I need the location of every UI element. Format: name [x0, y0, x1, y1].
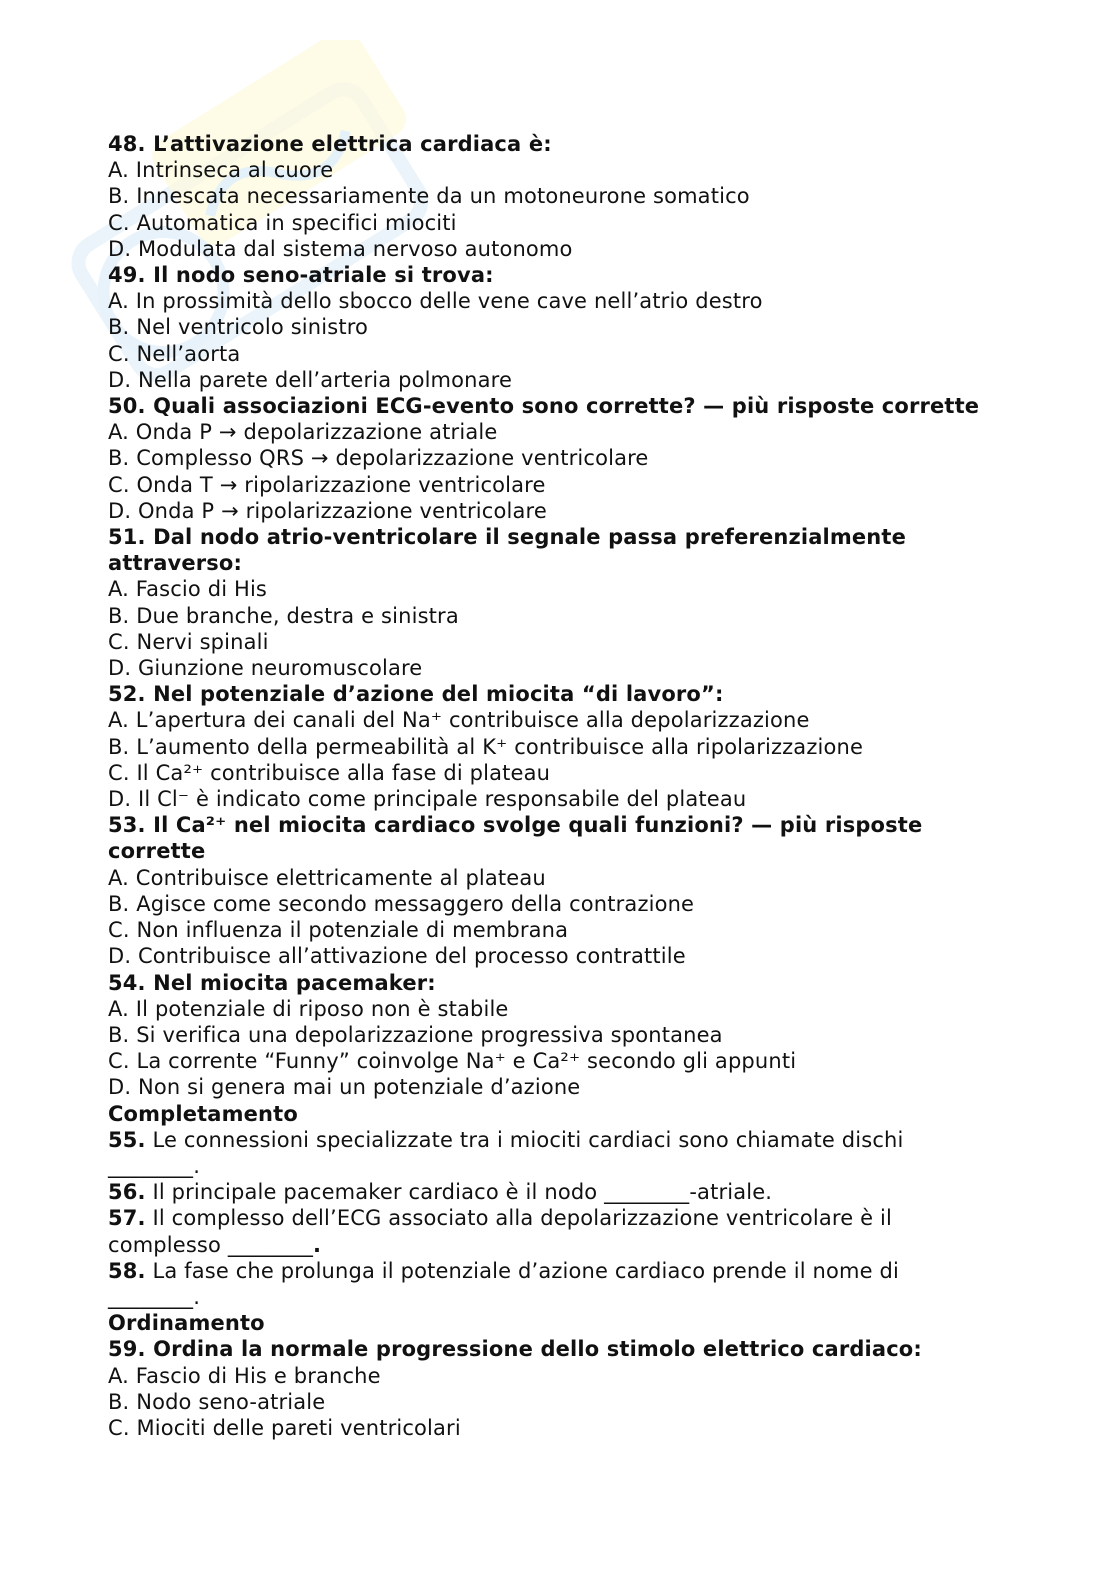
question-number: 50. [108, 394, 146, 419]
item-number: 55. [108, 1127, 146, 1152]
answer-option: B. Complesso QRS → depolarizzazione ventricolare [108, 446, 649, 471]
fill-in-item-58 [108, 1258, 988, 1310]
fill-blank[interactable]: ________ [108, 1284, 194, 1309]
answer-option: D. Onda P → ripolarizzazione ventricolare [108, 498, 547, 523]
question-number: 48. [108, 132, 146, 156]
answer-option: D. Non si genera mai un potenziale d’azione [108, 1075, 581, 1100]
answer-option: A. L’apertura dei canali del Na⁺ contribuisce alla depolarizzazione [108, 708, 810, 733]
answer-option: B. Innescata necessariamente da un motoneurone somatico [108, 184, 750, 209]
answer-option: B. Agisce come secondo messaggero della contrazione [108, 891, 695, 916]
question-52 [108, 681, 988, 812]
question-number: 51. [108, 525, 146, 550]
question-50 [108, 393, 988, 524]
answer-option: C. Nervi spinali [108, 629, 269, 654]
answer-option: D. Giunzione neuromuscolare [108, 656, 423, 681]
answer-option: D. Nella parete dell’arteria polmonare [108, 367, 513, 392]
item-number: 58. [108, 1258, 146, 1283]
item-end: -atriale. [689, 1180, 773, 1205]
order-option: A. Fascio di His e branche [108, 1363, 381, 1388]
fill-blank[interactable]: ________ [108, 1153, 194, 1178]
fill-blank[interactable]: ________ [227, 1232, 314, 1257]
section-heading: Completamento [108, 1101, 298, 1126]
question-text: Nel miocita pacemaker: [153, 970, 436, 995]
question-text: Ordina la normale progressione dello stimolo elettrico cardiaco: [153, 1337, 922, 1362]
fill-blank[interactable]: ________ [604, 1180, 690, 1205]
answer-option: C. Non influenza il potenziale di membrana [108, 918, 569, 943]
item-text: Il complesso dell’ECG associato alla depolarizzazione ventricolare è il complesso [108, 1206, 892, 1257]
answer-option: A. In prossimità dello sbocco delle vene cave nell’atrio destro [108, 289, 763, 314]
question-title [108, 131, 988, 157]
answer-option: B. Due branche, destra e sinistra [108, 603, 459, 628]
question-title [108, 812, 988, 864]
answer-option: C. Il Ca²⁺ contribuisce alla fase di plateau [108, 760, 551, 785]
answer-option: A. Onda P → depolarizzazione atriale [108, 420, 498, 445]
answer-option: A. Fascio di His [108, 577, 268, 602]
item-end: . [193, 1153, 201, 1178]
document-page [108, 131, 988, 1441]
question-text: Dal nodo atrio-ventricolare il segnale passa preferenzialmente attraverso: [108, 525, 906, 576]
answer-option: C. Automatica in specifici miociti [108, 210, 457, 235]
item-number: 56. [108, 1180, 146, 1205]
fill-in-item-56 [108, 1179, 988, 1205]
question-text: Nel potenziale d’azione del miocita “di lavoro”: [153, 682, 724, 707]
item-end: . [313, 1232, 322, 1257]
fill-in-item-57 [108, 1205, 988, 1257]
completamento-section [108, 1101, 988, 1311]
answer-option: C. Nell’aorta [108, 341, 241, 366]
item-text: Il principale pacemaker cardiaco è il nodo [152, 1180, 598, 1205]
answer-option: B. Si verifica una depolarizzazione progressiva spontanea [108, 1022, 723, 1047]
order-option: B. Nodo seno-atriale [108, 1389, 326, 1414]
question-number: 59. [108, 1337, 146, 1362]
answer-option: B. Nel ventricolo sinistro [108, 315, 369, 340]
fill-in-item-55 [108, 1127, 988, 1179]
question-text: Il Ca²⁺ nel miocita cardiaco svolge quali funzioni? — più risposte corrette [108, 813, 923, 864]
question-number: 52. [108, 682, 146, 707]
question-title [108, 524, 988, 576]
ordinamento-section [108, 1310, 988, 1441]
item-text: La fase che prolunga il potenziale d’azione cardiaco prende il nome di [152, 1258, 899, 1283]
section-heading: Ordinamento [108, 1311, 265, 1336]
answer-option: A. Intrinseca al cuore [108, 158, 334, 183]
answer-option: A. Il potenziale di riposo non è stabile [108, 996, 509, 1021]
question-number: 53. [108, 813, 146, 838]
question-49 [108, 262, 988, 393]
question-text: L’attivazione elettrica cardiaca è: [153, 132, 552, 156]
answer-option: D. Modulata dal sistema nervoso autonomo [108, 236, 573, 261]
answer-option: C. Onda T → ripolarizzazione ventricolare [108, 472, 546, 497]
question-title [108, 1336, 988, 1362]
question-number: 54. [108, 970, 146, 995]
question-title [108, 262, 988, 288]
answer-option: C. La corrente “Funny” coinvolge Na⁺ e Ca²⁺ secondo gli appunti [108, 1049, 797, 1074]
question-number: 49. [108, 263, 146, 288]
item-end: . [193, 1284, 201, 1309]
question-text: Quali associazioni ECG-evento sono corrette? — più risposte corrette [153, 394, 980, 419]
order-option: C. Miociti delle pareti ventricolari [108, 1415, 461, 1440]
answer-option: A. Contribuisce elettricamente al plateau [108, 865, 546, 890]
question-title [108, 681, 988, 707]
question-title [108, 970, 988, 996]
answer-option: B. L’aumento della permeabilità al K⁺ contribuisce alla ripolarizzazione [108, 734, 864, 759]
question-51 [108, 524, 988, 681]
question-53 [108, 812, 988, 969]
answer-option: D. Il Cl⁻ è indicato come principale responsabile del plateau [108, 787, 747, 812]
question-54 [108, 970, 988, 1101]
item-text: Le connessioni specializzate tra i miociti cardiaci sono chiamate dischi [152, 1127, 904, 1152]
question-48 [108, 131, 988, 262]
question-title [108, 393, 988, 419]
item-number: 57. [108, 1206, 146, 1231]
question-text: Il nodo seno-atriale si trova: [153, 263, 494, 288]
answer-option: D. Contribuisce all’attivazione del processo contrattile [108, 944, 686, 969]
